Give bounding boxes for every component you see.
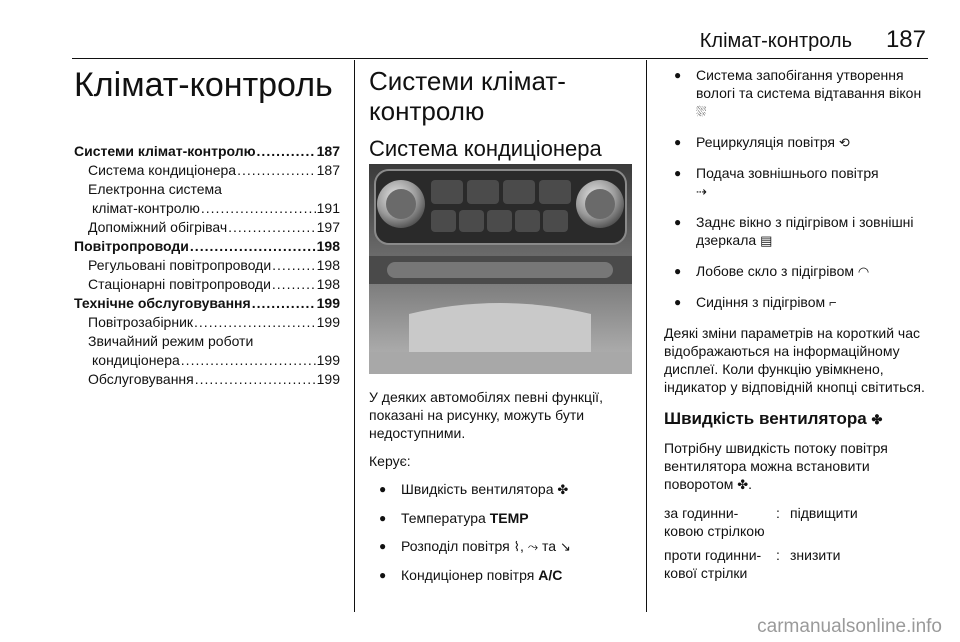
intro-paragraph: У деяких автомобілях певні функції, показані на рисунку, можуть бути недоступними. bbox=[369, 389, 603, 441]
subsection-title: Система кондиціонера bbox=[369, 136, 602, 161]
definition-desc: знизити bbox=[790, 547, 841, 563]
table-of-contents bbox=[74, 142, 340, 389]
chapter-title: Клімат-контроль bbox=[74, 66, 333, 104]
list-item: ● Подача зовнішнього повітря ⇢ bbox=[664, 164, 932, 201]
section-header bbox=[369, 66, 635, 162]
heated-windshield-icon: ◠ bbox=[857, 264, 870, 279]
front-defrost-icon: ⛆ bbox=[696, 104, 707, 119]
definition-term: проти годинни-кової стрілки bbox=[664, 547, 762, 581]
outside-air-icon: ⇢ bbox=[696, 184, 707, 199]
air-to-face-icon: ⤳ bbox=[527, 539, 539, 554]
controls-description bbox=[369, 388, 635, 594]
climate-control-panel-photo bbox=[369, 164, 632, 374]
header-title: Клімат-контроль bbox=[699, 30, 852, 52]
page-number: 187 bbox=[885, 26, 926, 53]
definition-term: за годинни-ковою стрілкою bbox=[664, 505, 765, 539]
list-item: ● Система запобігання утворення вологі та система відтавання вікон ⛆ bbox=[664, 66, 932, 121]
page-header bbox=[0, 22, 960, 62]
recirculation-icon: ⟲ bbox=[838, 135, 850, 150]
list-item: ● Лобове скло з підігрівом ◠ bbox=[664, 262, 932, 281]
fan-icon: ✤ bbox=[737, 477, 749, 492]
fan-speed-paragraph: Потрібну швидкість потоку повітря вентилятора можна встановити поворотом ✤. bbox=[664, 440, 888, 492]
column-divider-2 bbox=[646, 60, 647, 612]
air-to-windshield-icon: ⌇ bbox=[513, 539, 520, 554]
section-title: Системи клімат-контролю bbox=[369, 66, 566, 126]
toc-entry[interactable]: Обслуговування ..... 199 bbox=[74, 370, 340, 389]
list-item: ● Сидіння з підігрівом ⌐ bbox=[664, 293, 932, 312]
fan-icon: ✤ bbox=[557, 482, 569, 497]
toc-entry[interactable]: клімат-контролю ..... 191 bbox=[74, 199, 340, 218]
definition-separator: : bbox=[776, 505, 780, 521]
toc-entry[interactable]: Повітропроводи ..... 198 bbox=[74, 237, 340, 256]
toc-entry[interactable]: Повітрозабірник ..... 199 bbox=[74, 313, 340, 332]
header-rule bbox=[72, 58, 928, 59]
controls-list bbox=[369, 480, 635, 584]
toc-entry[interactable]: кондиціонера ..... 199 bbox=[74, 351, 340, 370]
toc-entry[interactable]: Електронна система bbox=[88, 181, 222, 197]
toc-entry[interactable]: Стаціонарні повітропроводи ..... 198 bbox=[74, 275, 340, 294]
toc-entry[interactable]: Звичайний режим роботи bbox=[88, 333, 254, 349]
toc-entry[interactable]: Системи клімат-контролю ..... 187 bbox=[74, 142, 340, 161]
definition-separator: : bbox=[776, 547, 780, 563]
list-item: ● Швидкість вентилятора ✤ bbox=[369, 480, 635, 499]
list-item: ● Розподіл повітря ⌇, ⤳ та ↘ bbox=[369, 537, 635, 556]
toc-entry[interactable]: Технічне обслуговування ..... 199 bbox=[74, 294, 340, 313]
list-item: ● Рециркуляція повітря ⟲ bbox=[664, 133, 932, 152]
column-3 bbox=[664, 66, 932, 582]
list-item: ● Заднє вікно з підігрівом і зовнішні дзеркала ▤ bbox=[664, 213, 932, 250]
list-item: ● Температура TEMP bbox=[369, 509, 635, 527]
list-item: ● Кондиціонер повітря A/C bbox=[369, 566, 635, 584]
fan-speed-heading: Швидкість вентилятора ✤ bbox=[664, 409, 883, 428]
functions-list bbox=[664, 66, 932, 312]
column-divider-1 bbox=[354, 60, 355, 612]
fan-icon: ✤ bbox=[871, 412, 883, 427]
rear-defrost-icon: ▤ bbox=[760, 233, 773, 248]
air-to-feet-icon: ↘ bbox=[559, 539, 571, 554]
rotation-definitions bbox=[664, 504, 932, 582]
toc-entry[interactable]: Система кондиціонера ..... 187 bbox=[74, 161, 340, 180]
toc-entry[interactable]: Регульовані повітропроводи ..... 198 bbox=[74, 256, 340, 275]
heated-seat-icon: ⌐ bbox=[829, 295, 837, 310]
definition-desc: підвищити bbox=[790, 505, 858, 521]
toc-entry[interactable]: Допоміжний обігрівач ..... 197 bbox=[74, 218, 340, 237]
indicator-paragraph: Деякі зміни параметрів на короткий час відображаються на інформаційному дисплеї. Коли функцію увімкнено, індикатор у відповідній кнопці світиться. bbox=[664, 325, 925, 395]
controls-label: Керує: bbox=[369, 453, 411, 469]
watermark: carmanualsonline.info bbox=[757, 616, 942, 637]
